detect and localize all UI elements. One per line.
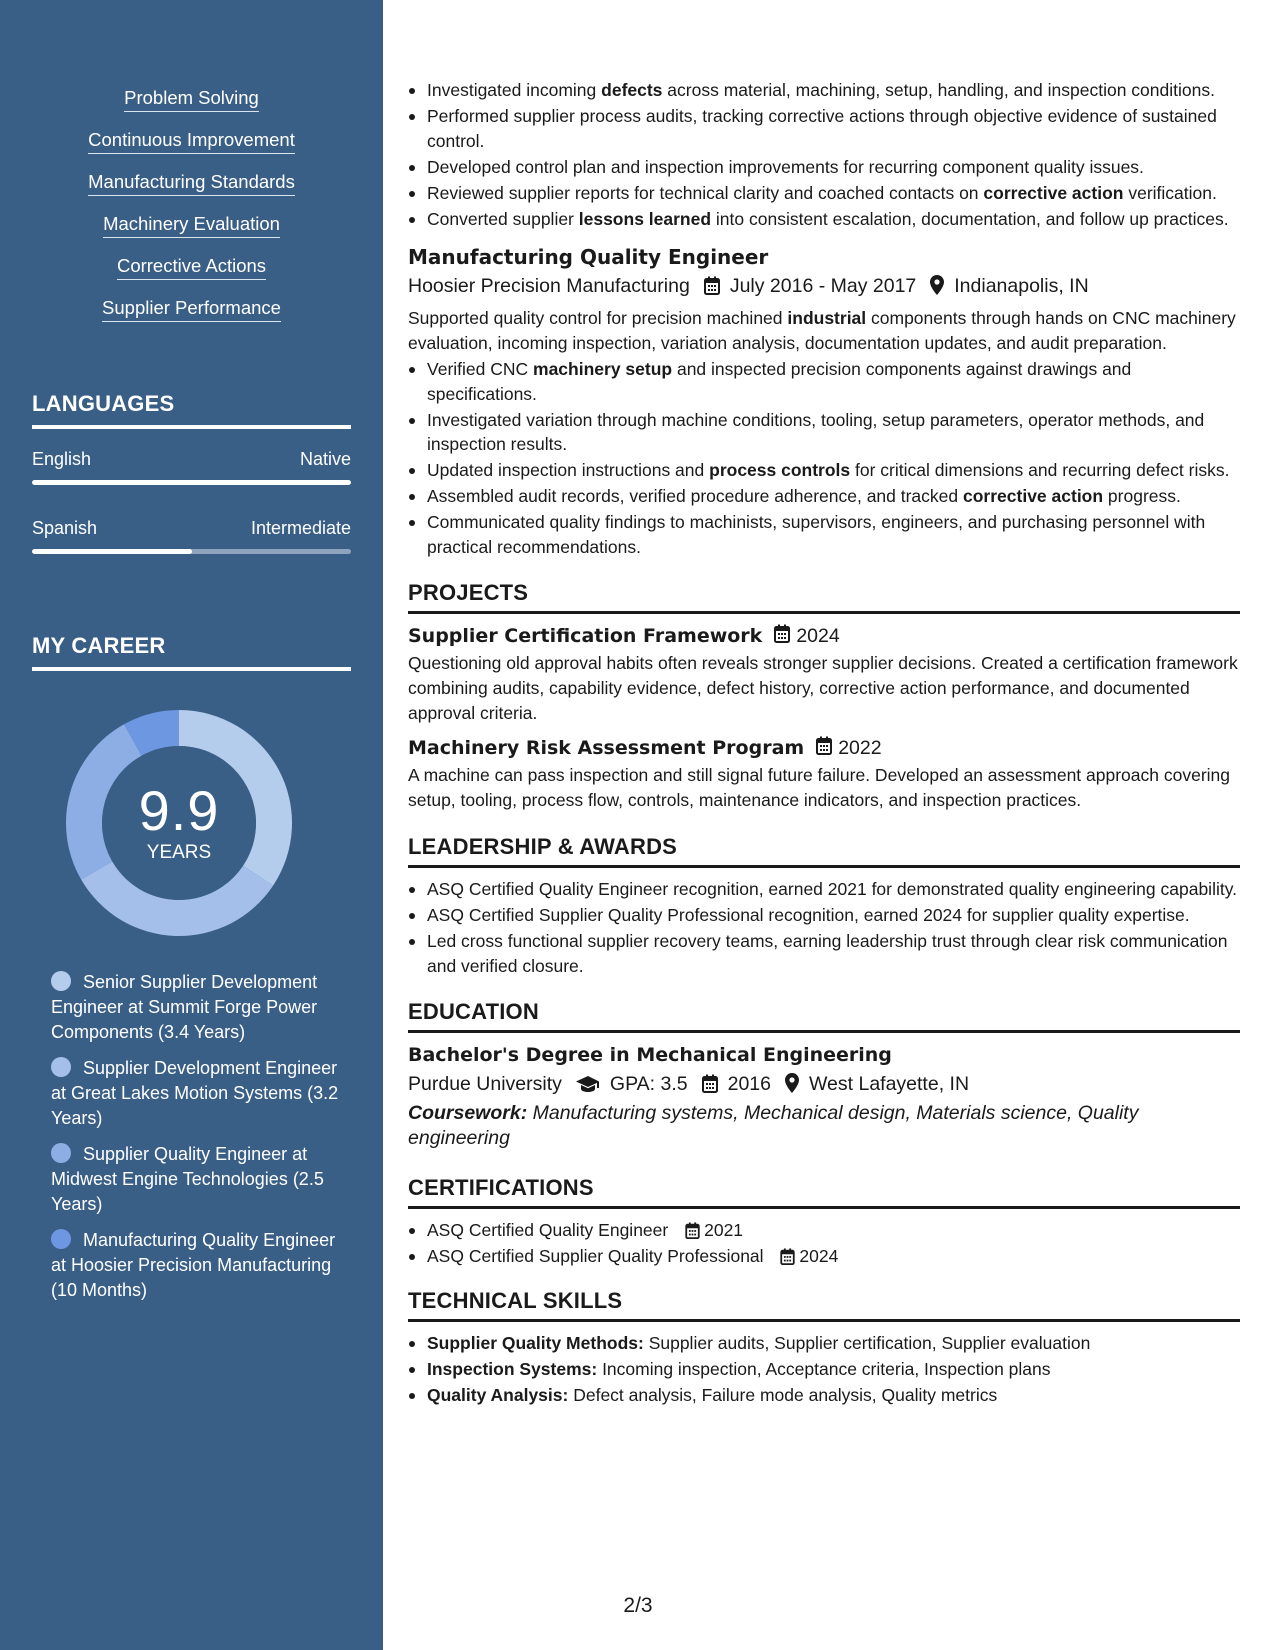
career-list (51, 970, 341, 1314)
bullet-item (408, 510, 1240, 559)
leadership-item: ASQ Certified Quality Engineer recognition, earned 2021 for demonstrated quality engineering capability. (408, 877, 1240, 902)
language-bar (32, 549, 351, 554)
certification-date (780, 1246, 838, 1266)
leadership-item: Led cross functional supplier recovery teams, earning leadership trust through clear risk communication and verified closure. (408, 929, 1240, 978)
certifications-heading: CERTIFICATIONS (408, 1175, 1240, 1209)
technical-skill-item (408, 1357, 1240, 1382)
technical-skill-item (408, 1331, 1240, 1356)
career-total-value: 9.9 (138, 779, 220, 842)
bullet-item (408, 104, 1240, 153)
skill-link[interactable]: Manufacturing Standards (88, 171, 295, 196)
education-degree: Bachelor's Degree in Mechanical Engineering (408, 1044, 892, 1066)
calendar-icon (774, 623, 790, 649)
text-run: into consistent escalation, documentation, and follow up practices. (711, 208, 1229, 229)
project-description: A machine can pass inspection and still signal future failure. Developed an assessment approach covering setup, tooling, process flow, controls, maintenance indicators, and inspection practices. (408, 765, 1231, 810)
bold-text: industrial (787, 308, 867, 328)
text-run: Converted supplier (427, 208, 579, 229)
bullet-item (408, 458, 1240, 483)
bullet-item (408, 484, 1240, 509)
skills-list (0, 87, 383, 339)
bullet-item (408, 78, 1240, 103)
main-content (408, 78, 1240, 1409)
career-item (51, 1142, 341, 1217)
skill-link[interactable]: Supplier Performance (102, 297, 281, 322)
career-legend-dot (51, 1057, 71, 1077)
certification-item (408, 1244, 1240, 1269)
career-legend-dot (51, 1143, 71, 1163)
career-item (51, 1056, 341, 1131)
technical-skill-label: Supplier Quality Methods: (427, 1332, 644, 1353)
project-title: Machinery Risk Assessment Program (408, 737, 805, 759)
project-year: 2022 (838, 737, 882, 759)
location-pin-icon (785, 1070, 799, 1098)
bold-text: process controls (709, 460, 851, 480)
text-run: Assembled audit records, verified procedure adherence, and tracked (427, 486, 963, 506)
calendar-icon (816, 735, 832, 761)
certification-year: 2021 (704, 1220, 744, 1240)
job-summary (408, 306, 1240, 356)
donut-center (66, 710, 292, 936)
leadership-item: ASQ Certified Supplier Quality Professional recognition, earned 2024 for supplier quality expertise. (408, 903, 1240, 928)
sidebar (0, 0, 383, 1650)
career-item-text: Supplier Development Engineer at Great Lakes Motion Systems (3.2 Years) (51, 1058, 339, 1128)
technical-skills-heading: TECHNICAL SKILLS (408, 1288, 1240, 1322)
career-item-text: Senior Supplier Development Engineer at Summit Forge Power Components (3.4 Years) (51, 972, 318, 1042)
education-meta (408, 1070, 1240, 1098)
education-coursework (408, 1101, 1240, 1151)
text-run: Verified CNC (427, 359, 534, 379)
job-dates: July 2016 - May 2017 (729, 275, 917, 297)
career-total-unit: YEARS (146, 842, 212, 863)
project-description: Questioning old approval habits often reveals stronger supplier decisions. Created a certification framework combining audits, capability evidence, defect history, corrective action performance, and documented approval criteria. (408, 653, 1238, 723)
language-bar-fill (32, 549, 192, 554)
bullet-item (408, 357, 1240, 406)
bullet-item (408, 181, 1240, 206)
skill-link[interactable]: Problem Solving (124, 87, 259, 112)
text-run: Communicated quality findings to machinists, supervisors, engineers, and purchasing personnel with practical recommendations. (427, 512, 1206, 557)
job-company: Hoosier Precision Manufacturing (408, 275, 690, 297)
text-run: Investigated variation through machine conditions, tooling, setup parameters, operator methods, and inspection results. (427, 409, 1205, 454)
graduation-cap-icon (576, 1070, 600, 1098)
bold-text: defects (601, 80, 663, 100)
text-run: Reviewed supplier reports for technical clarity and coached contacts on (427, 182, 984, 203)
bullet-item (408, 207, 1240, 232)
career-legend-dot (51, 971, 71, 991)
text-run: Supported quality control for precision machined (408, 308, 788, 328)
technical-skill-value: Defect analysis, Failure mode analysis, Quality metrics (568, 1384, 998, 1405)
text-run: and inspected precision components against drawings and specifications. (427, 359, 1132, 404)
project-year: 2024 (796, 625, 840, 647)
text-run: Developed control plan and inspection improvements for recurring component quality issues. (427, 156, 1144, 177)
bold-text: lessons learned (578, 208, 712, 229)
bullet-item (408, 408, 1240, 457)
language-name: English (32, 449, 92, 469)
text-run: across material, machining, setup, handling, and inspection conditions. (662, 80, 1215, 100)
location-pin-icon (930, 272, 944, 300)
skill-link[interactable]: Corrective Actions (117, 255, 266, 280)
job-meta (408, 272, 1240, 300)
education-location: West Lafayette, IN (808, 1073, 970, 1095)
education-school: Purdue University (408, 1073, 562, 1095)
certification-name: ASQ Certified Supplier Quality Professional (427, 1246, 764, 1266)
coursework-label: Coursework: (408, 1102, 528, 1124)
job-bullets (408, 357, 1240, 559)
bold-text: corrective action (963, 486, 1104, 506)
technical-skills-list (408, 1331, 1240, 1408)
coursework-list: Manufacturing systems, Mechanical design, Materials science, Quality engineering (408, 1102, 1139, 1149)
language-bar-fill (32, 480, 351, 485)
language-level: Native (299, 449, 351, 469)
project-title: Supplier Certification Framework (408, 625, 763, 647)
education-heading: EDUCATION (408, 999, 1240, 1033)
certification-name: ASQ Certified Quality Engineer (427, 1220, 669, 1240)
career-item-text: Supplier Quality Engineer at Midwest Engine Technologies (2.5 Years) (51, 1144, 324, 1214)
text-run: verification. (1123, 182, 1217, 203)
career-item-text: Manufacturing Quality Engineer at Hoosier Precision Manufacturing (10 Months) (51, 1230, 336, 1300)
job-location: Indianapolis, IN (954, 275, 1089, 297)
certifications-list (408, 1218, 1240, 1269)
technical-skill-label: Quality Analysis: (427, 1384, 569, 1405)
page-number: 2/3 (623, 1594, 653, 1617)
leadership-list (408, 877, 1240, 978)
bullet-item (408, 155, 1240, 180)
education-year: 2016 (727, 1073, 771, 1095)
technical-skill-item (408, 1383, 1240, 1408)
calendar-icon (685, 1220, 700, 1240)
language-row (32, 518, 351, 539)
languages-heading: LANGUAGES (32, 391, 351, 429)
text-run: Performed supplier process audits, tracking corrective actions through objective evidence of sustained control. (427, 106, 1217, 151)
career-heading: MY CAREER (32, 633, 351, 671)
language-name: Spanish (32, 518, 98, 538)
calendar-icon (704, 272, 720, 300)
job-title: Manufacturing Quality Engineer (408, 245, 769, 269)
certification-item (408, 1218, 1240, 1243)
language-bar (32, 480, 351, 485)
previous-job-bullets (408, 78, 1240, 231)
language-level: Intermediate (250, 518, 351, 538)
text-run: progress. (1103, 486, 1181, 506)
calendar-icon (702, 1070, 718, 1098)
education-gpa: GPA: 3.5 (609, 1073, 688, 1095)
text-run: components through hands on CNC machinery evaluation, incoming inspection, variation analysis, documentation updates, and audit preparation. (408, 308, 1236, 353)
projects-heading: PROJECTS (408, 580, 1240, 614)
certification-year: 2024 (799, 1246, 839, 1266)
text-run: Updated inspection instructions and (427, 460, 710, 480)
career-item (51, 1228, 341, 1303)
bold-text: machinery setup (533, 359, 673, 379)
language-row (32, 449, 351, 470)
calendar-icon (780, 1246, 795, 1266)
project-header (408, 623, 1240, 649)
project-header (408, 735, 1240, 761)
career-item (51, 970, 341, 1045)
text-run: for critical dimensions and recurring defect risks. (850, 460, 1230, 480)
technical-skill-value: Incoming inspection, Acceptance criteria, Inspection plans (597, 1358, 1051, 1379)
skill-link[interactable]: Continuous Improvement (88, 129, 295, 154)
career-donut-chart (66, 710, 292, 936)
bold-text: corrective action (983, 182, 1124, 203)
career-legend-dot (51, 1229, 71, 1249)
technical-skill-label: Inspection Systems: (427, 1358, 598, 1379)
text-run: Investigated incoming (427, 80, 602, 100)
technical-skill-value: Supplier audits, Supplier certification, Supplier evaluation (643, 1332, 1091, 1353)
leadership-heading: LEADERSHIP & AWARDS (408, 834, 1240, 868)
skill-link[interactable]: Machinery Evaluation (103, 213, 280, 238)
certification-date (685, 1220, 743, 1240)
